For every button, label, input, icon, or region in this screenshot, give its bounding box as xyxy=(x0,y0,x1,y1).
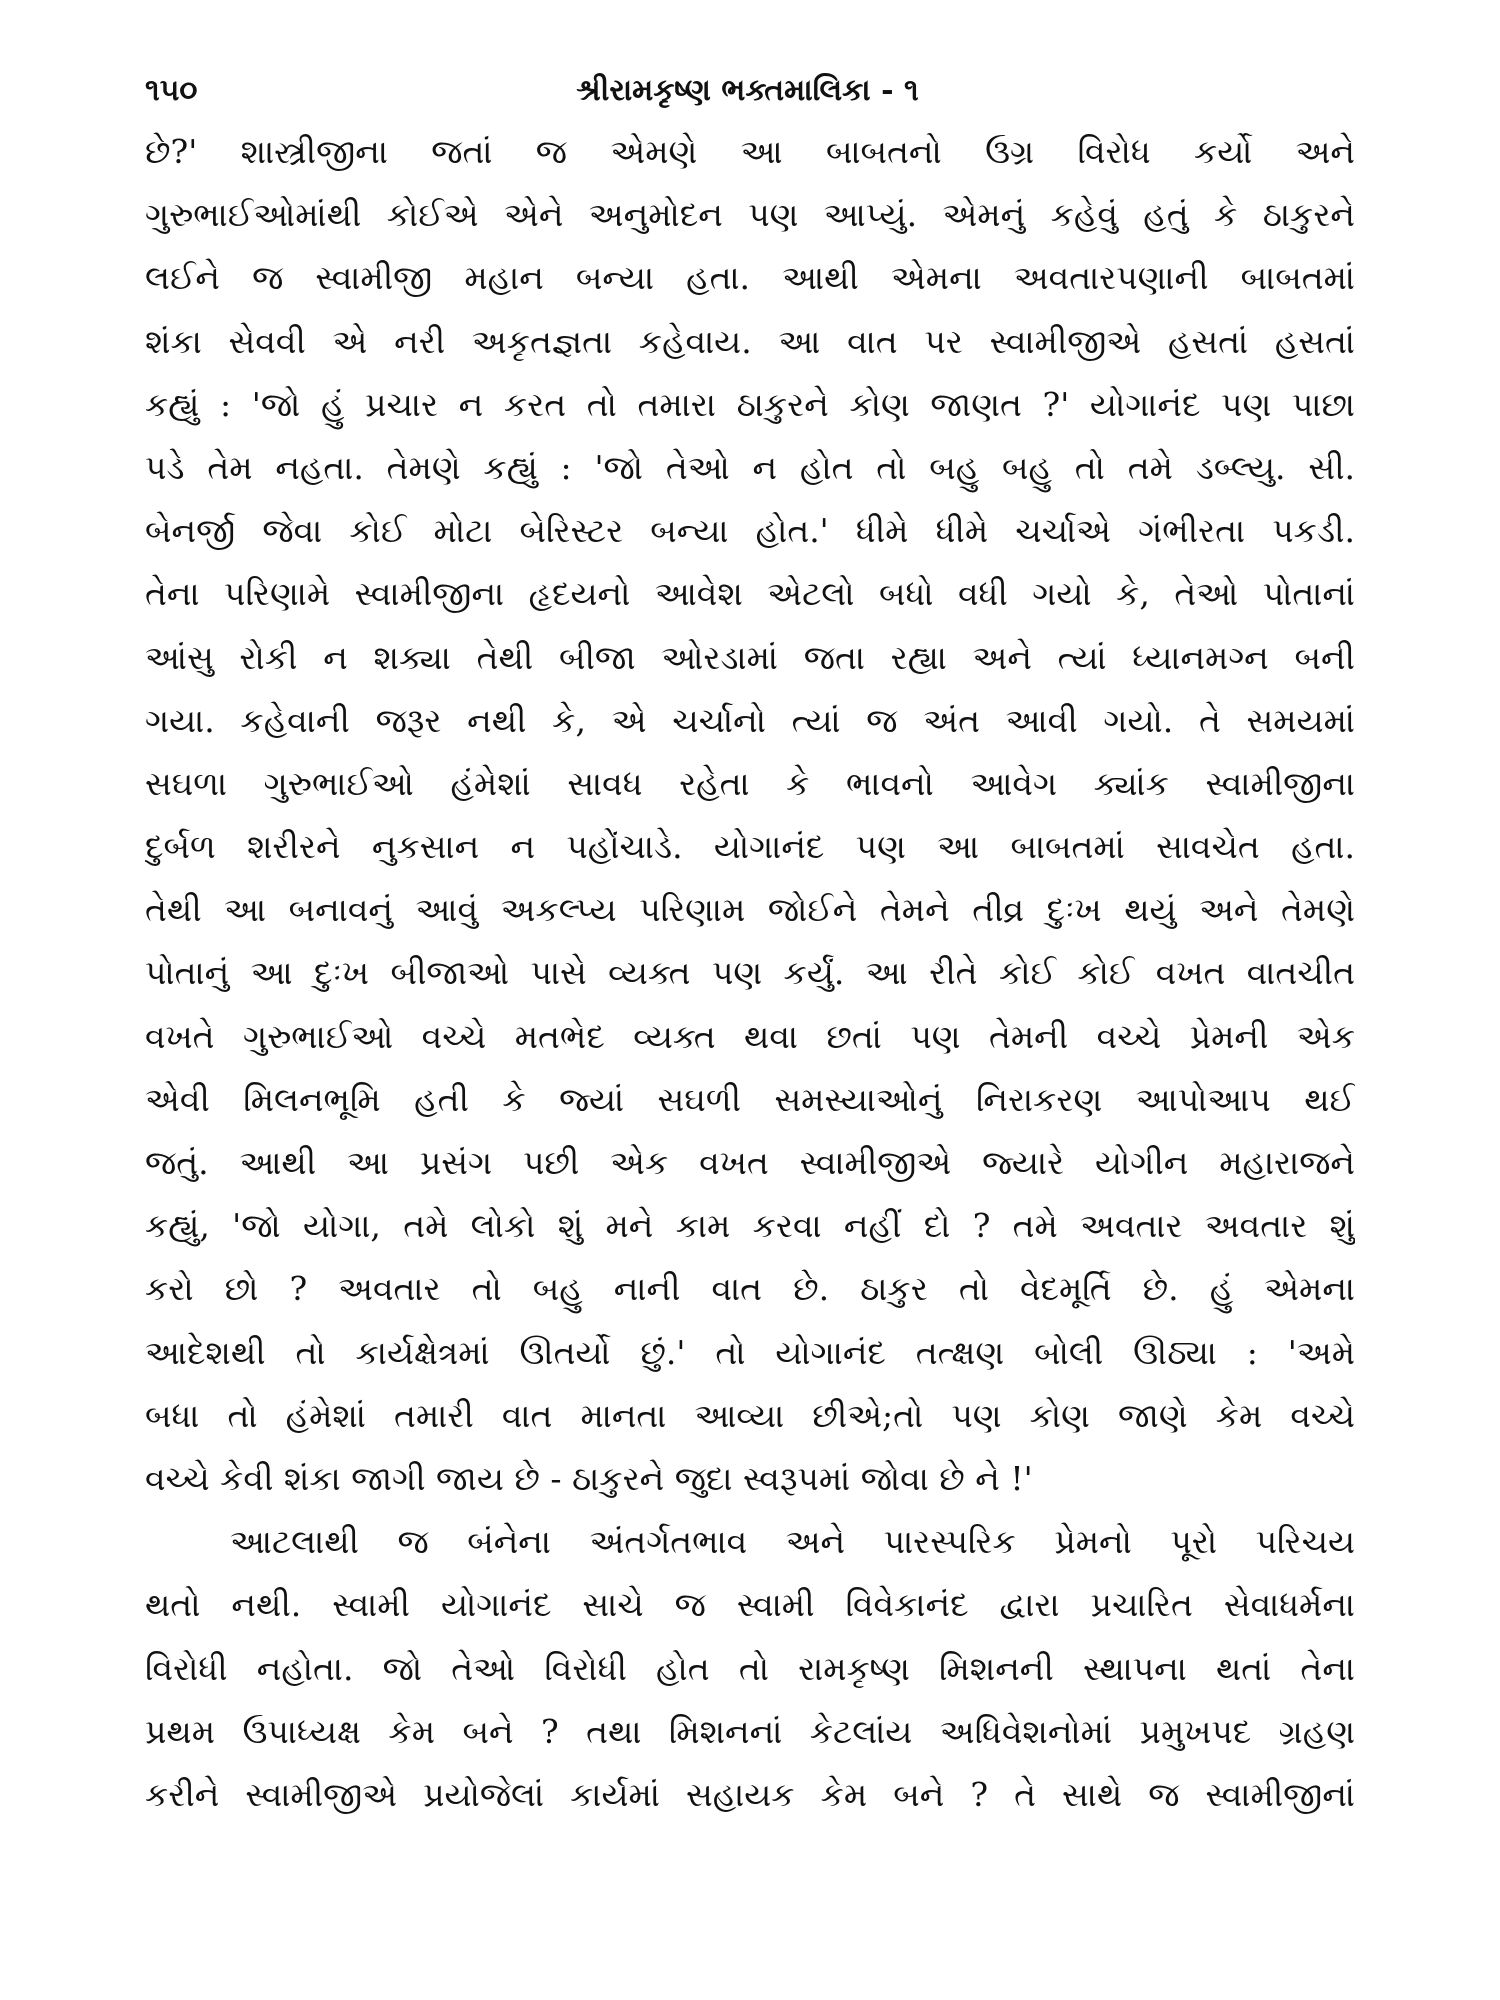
text-line: ગયા. કહેવાની જરૂર નથી કે, એ ચર્ચાનો ત્યાં જ અંત આવી ગયો. તે સમયમાં xyxy=(145,700,1355,740)
text-line: દુર્બળ શરીરને નુકસાન ન પહોંચાડે. યોગાનંદ પણ આ બાબતમાં સાવચેત હતા. xyxy=(145,827,1355,867)
text-line: છે?' શાસ્ત્રીજીના જતાં જ એમણે આ બાબતનો ઉગ્ર વિરોધ કર્યો અને xyxy=(145,132,1355,171)
text-line: કહ્યું : 'જો હું પ્રચાર ન કરત તો તમારા ઠાકુરને કોણ જાણત ?' યોગાનંદ પણ પાછા xyxy=(145,384,1355,424)
text-line: જતું. આથી આ પ્રસંગ પછી એક વખત સ્વામીજીએ જ્યારે યોગીન મહારાજને xyxy=(145,1143,1355,1182)
text-line: પ્રથમ ઉપાધ્યક્ષ કેમ બને ? તથા મિશનનાં કેટલાંય અધિવેશનોમાં પ્રમુખપદ ગ્રહણ xyxy=(145,1711,1355,1751)
text-line: કહ્યું, 'જો યોગા, તમે લોકો શું મને કામ કરવા નહીં દો ? તમે અવતાર અવતાર શું xyxy=(145,1206,1355,1246)
text-line: લઈને જ સ્વામીજી મહાન બન્યા હતા. આથી એમના અવતારપણાની બાબતમાં xyxy=(145,258,1355,298)
page-header xyxy=(145,62,1350,118)
text-line: શંકા સેવવી એ નરી અકૃતજ્ઞતા કહેવાય. આ વાત પર સ્વામીજીએ હસતાં હસતાં xyxy=(145,321,1355,361)
text-line: તેથી આ બનાવનું આવું અકલ્પ્ય પરિણામ જોઈને તેમને તીવ્ર દુઃખ થયું અને તેમણે xyxy=(145,890,1355,930)
text-line: પોતાનું આ દુઃખ બીજાઓ પાસે વ્યક્ત પણ કર્યું. આ રીતે કોઈ કોઈ વખત વાતચીત xyxy=(145,953,1355,993)
text-line: બેનર્જી જેવા કોઈ મોટા બેરિસ્ટર બન્યા હોત.' ધીમે ધીમે ચર્ચાએ ગંભીરતા પકડી. xyxy=(145,511,1355,551)
text-line: કરીને સ્વામીજીએ પ્રયોજેલાં કાર્યમાં સહાયક કેમ બને ? તે સાથે જ સ્વામીજીનાં xyxy=(145,1774,1355,1814)
text-line: વિરોધી નહોતા. જો તેઓ વિરોધી હોત તો રામકૃષ્ણ મિશનની સ્થાપના થતાં તેના xyxy=(145,1648,1355,1688)
text-line: પડે તેમ નહતા. તેમણે કહ્યું : 'જો તેઓ ન હોત તો બહુ બહુ તો તમે ડબ્લ્યુ. સી. xyxy=(145,447,1355,487)
text-line: આંસુ રોકી ન શક્યા તેથી બીજા ઓરડામાં જતા રહ્યા અને ત્યાં ધ્યાનમગ્ન બની xyxy=(145,637,1355,677)
text-line: સઘળા ગુરુભાઈઓ હંમેશાં સાવધ રહેતા કે ભાવનો આવેગ ક્યાંક સ્વામીજીના xyxy=(145,763,1355,803)
text-line: તેના પરિણામે સ્વામીજીના હૃદયનો આવેશ એટલો બધો વધી ગયો કે, તેઓ પોતાનાં xyxy=(145,574,1355,614)
running-title: શ્રીરામકૃષ્ણ ભક્તમાલિકા - ૧ xyxy=(576,72,919,108)
text-line: વખતે ગુરુભાઈઓ વચ્ચે મતભેદ વ્યક્ત થવા છતાં પણ તેમની વચ્ચે પ્રેમની એક xyxy=(145,1016,1355,1056)
text-line: બધા તો હંમેશાં તમારી વાત માનતા આવ્યા છીએ;તો પણ કોણ જાણે કેમ વચ્ચે xyxy=(145,1395,1355,1435)
text-line: કરો છો ? અવતાર તો બહુ નાની વાત છે. ઠાકુર તો વેદમૂર્તિ છે. હું એમના xyxy=(145,1269,1355,1309)
text-line: વચ્ચે કેવી શંકા જાગી જાય છે - ઠાકુરને જુદા સ્વરૂપમાં જોવા છે ને !' xyxy=(145,1458,1033,1498)
page-number: ૧૫૦ xyxy=(145,72,198,108)
paragraph-start-line: આટલાથી જ બંનેના અંતર્ગતભાવ અને પારસ્પરિક પ્રેમનો પૂરો પરિચય xyxy=(230,1522,1355,1562)
text-line: ગુરુભાઈઓમાંથી કોઈએ એને અનુમોદન પણ આપ્યું. એમનું કહેવું હતું કે ઠાકુરને xyxy=(145,195,1355,235)
text-line: આદેશથી તો કાર્યક્ષેત્રમાં ઊતર્યો છું.' તો યોગાનંદ તત્ક્ષણ બોલી ઊઠ્યા : 'અમે xyxy=(145,1332,1355,1372)
body-text xyxy=(145,120,1355,1826)
text-line: થતો નથી. સ્વામી યોગાનંદ સાચે જ સ્વામી વિવેકાનંદ દ્વારા પ્રચારિત સેવાધર્મના xyxy=(145,1585,1355,1625)
text-line: એવી મિલનભૂમિ હતી કે જ્યાં સઘળી સમસ્યાઓનું નિરાકરણ આપોઆપ થઈ xyxy=(145,1079,1355,1119)
